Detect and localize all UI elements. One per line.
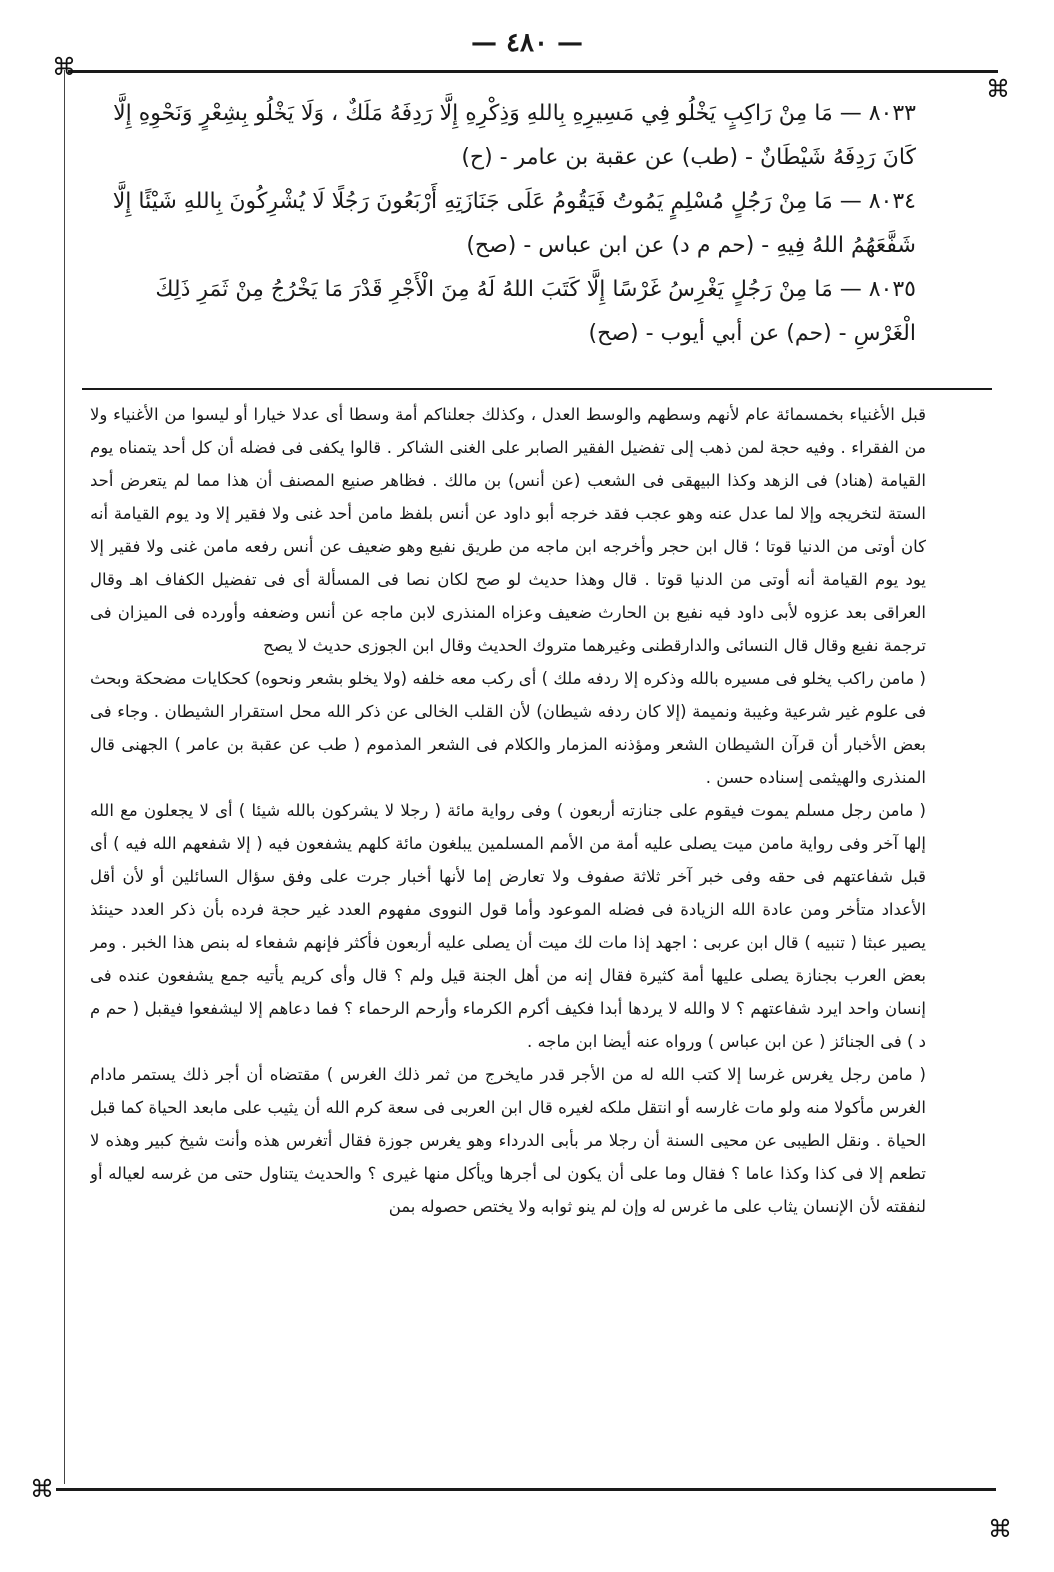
corner-ornament-icon: ⌘ xyxy=(988,1515,1012,1543)
page-number: — ٤٨٠ — xyxy=(470,28,584,58)
frame-top-rule xyxy=(68,70,998,73)
hadith-8033: ٨٠٣٣ — مَا مِنْ رَاكِبٍ يَخْلُو فِي مَسِيرِهِ بِاللهِ وَذِكْرِهِ إِلَّا رَدِفَهُ مَلَكٌ ، وَلَا يَخْلُو بِشِعْرٍ وَنَحْوِهِ إِلَّا كَانَ رَدِفَهُ شَيْطَانٌ - (طب) عن عقبة بن عامر - (ح) xyxy=(113,101,916,170)
commentary-paragraph: قبل الأغنياء بخمسمائة عام لأنهم وسطهم والوسط العدل ، وكذلك جعلناكم أمة وسطا أى عدلا خيارا أو ليسوا من الأغنياء ولا من الفقراء . وفيه حجة لمن ذهب إلى تفضيل الفقير الصابر على الغنى الشاكر . قالوا يكفى فى فضله أن كل أحد يتمناه يوم القيامة (هناد) فى الزهد وكذا البيهقى فى الشعب (عن أنس) بن مالك . فظاهر صنيع المصنف أن هذا مما لم يتعرض أحد الستة لتخريجه وإلا لما عدل عنه وهو عجب فقد خرجه أبو داود عن أنس بلفظ مامن أحد غنى ولا فقير إلا ود يوم القيامة أنه كان أوتى من الدنيا قوتا ؛ قال ابن حجر وأخرجه ابن ماجه من طريق نفيع وهو ضعيف عن أنس رفعه مامن غنى ولا فقير إلا يود يوم القيامة أنه أوتى من الدنيا قوتا . قال وهذا حديث لو صح لكان نصا فى المسألة أى فى تفضيل الكفاف اهـ وقال العراقى بعد عزوه لأبى داود فيه نفيع بن الحارث ضعيف وعزاه المنذرى لابن ماجه عن أنس وضعفه وأورده فى الميزان فى ترجمة نفيع وقال قال النسائى والدارقطنى وغيرهما متروك الحديث وقال ابن الجوزى حديث لا يصح xyxy=(90,405,926,655)
section-divider xyxy=(82,388,992,390)
frame-left-rule xyxy=(64,70,65,1484)
corner-ornament-icon: ⌘ xyxy=(52,53,76,81)
frame-bottom-rule xyxy=(56,1488,996,1491)
commentary-paragraph: ( مامن راكب يخلو فى مسيره بالله وذكره إلا ردفه ملك ) أى ركب معه خلفه (ولا يخلو بشعر ونحوه) كحكايات مضحكة وبحث فى علوم غير شرعية وغيبة ونميمة (إلا كان ردفه شيطان) لأن القلب الخالى عن ذكر الله محل استقرار الشيطان . وجاء فى بعض الأخبار أن قرآن الشيطان الشعر ومؤذنه المزمار والكلام فى الشعر المذموم ( طب عن عقبة بن عامر ) الجهنى قال المنذرى والهيثمى إسناده حسن . xyxy=(90,669,926,787)
commentary-block xyxy=(90,398,926,1478)
corner-ornament-icon: ⌘ xyxy=(986,75,1010,103)
hadith-text-block xyxy=(90,92,916,356)
commentary-paragraph: ( مامن رجل مسلم يموت فيقوم على جنازته أربعون ) وفى رواية مائة ( رجلا لا يشركون بالله شيئا ) أى لا يجعلون مع الله إلها آخر وفى رواية مامن ميت يصلى عليه أمة من الأمم المسلمين يبلغون مائة كلهم يشفعون فيه ( إلا شفعهم الله فيه ) أى قبل شفاعتهم فى حقه وفى خبر آخر ثلاثة صفوف ولا تعارض إما لأنها أخبار جرت على وفق سؤال السائلين أو لأن أقل الأعداد متأخر ومن عادة الله الزيادة فى فضله الموعود وأما قول النووى مفهوم العدد غير حجة فرده بأن ذكر العدد حينئذ يصير عبثا ( تنبيه ) قال ابن عربى : اجهد إذا مات لك ميت أن يصلى عليه أربعون فأكثر فإنهم شفعاء له بنص هذا الخبر . ومر بعض العرب بجنازة يصلى عليها أمة كثيرة فقال إنه من أهل الجنة قيل ولم ؟ قال وأى كريم يأتيه جمع يشفعون عنده فى إنسان واحد ايرد شفاعتهم ؟ لا والله لا يردها أبدا فكيف أكرم الكرماء وأرحم الرحماء ؟ فما دعاهم إلا ليشفعوا فيقبل ( حم م د ) فى الجنائز ( عن ابن عباس ) ورواه عنه أيضا ابن ماجه . xyxy=(90,801,926,1051)
corner-ornament-icon: ⌘ xyxy=(30,1475,54,1503)
hadith-8034: ٨٠٣٤ — مَا مِنْ رَجُلٍ مُسْلِمٍ يَمُوتُ فَيَقُومُ عَلَى جَنَازَتِهِ أَرْبَعُونَ رَجُلًا لَا يُشْرِكُونَ بِاللهِ شَيْئًا إِلَّا شَفَّعَهُمُ اللهُ فِيهِ - (حم م د) عن ابن عباس - (صح) xyxy=(112,189,916,258)
hadith-8035: ٨٠٣٥ — مَا مِنْ رَجُلٍ يَغْرِسُ غَرْسًا إِلَّا كَتَبَ اللهُ لَهُ مِنَ الْأَجْرِ قَدْرَ مَا يَخْرُجُ مِنْ ثَمَرِ ذَلِكَ الْغَرْسِ - (حم) عن أبي أيوب - (صح) xyxy=(155,277,916,346)
commentary-paragraph: ( مامن رجل يغرس غرسا إلا كتب الله له من الأجر قدر مايخرج من ثمر ذلك الغرس ) مقتضاه أن أجر ذلك يستمر مادام الغرس مأكولا منه ولو مات غارسه أو انتقل ملكه لغيره قال ابن العربى فى سعة كرم الله أن يثيب على مابعد الحياة كما قبل الحياة . ونقل الطيبى عن محيى السنة أن رجلا مر بأبى الدرداء وهو يغرس جوزة فقال أتغرس هذه وأنت شيخ كبير وهذه لا تطعم إلا فى كذا وكذا عاما ؟ فقال وما على أن يكون لى أجرها ويأكل منها غيرى ؟ والحديث يتناول حتى من غرسه لعياله أو لنفقته لأن الإنسان يثاب على ما غرس له وإن لم ينو ثوابه ولا يختص حصوله بمن xyxy=(90,1065,926,1216)
